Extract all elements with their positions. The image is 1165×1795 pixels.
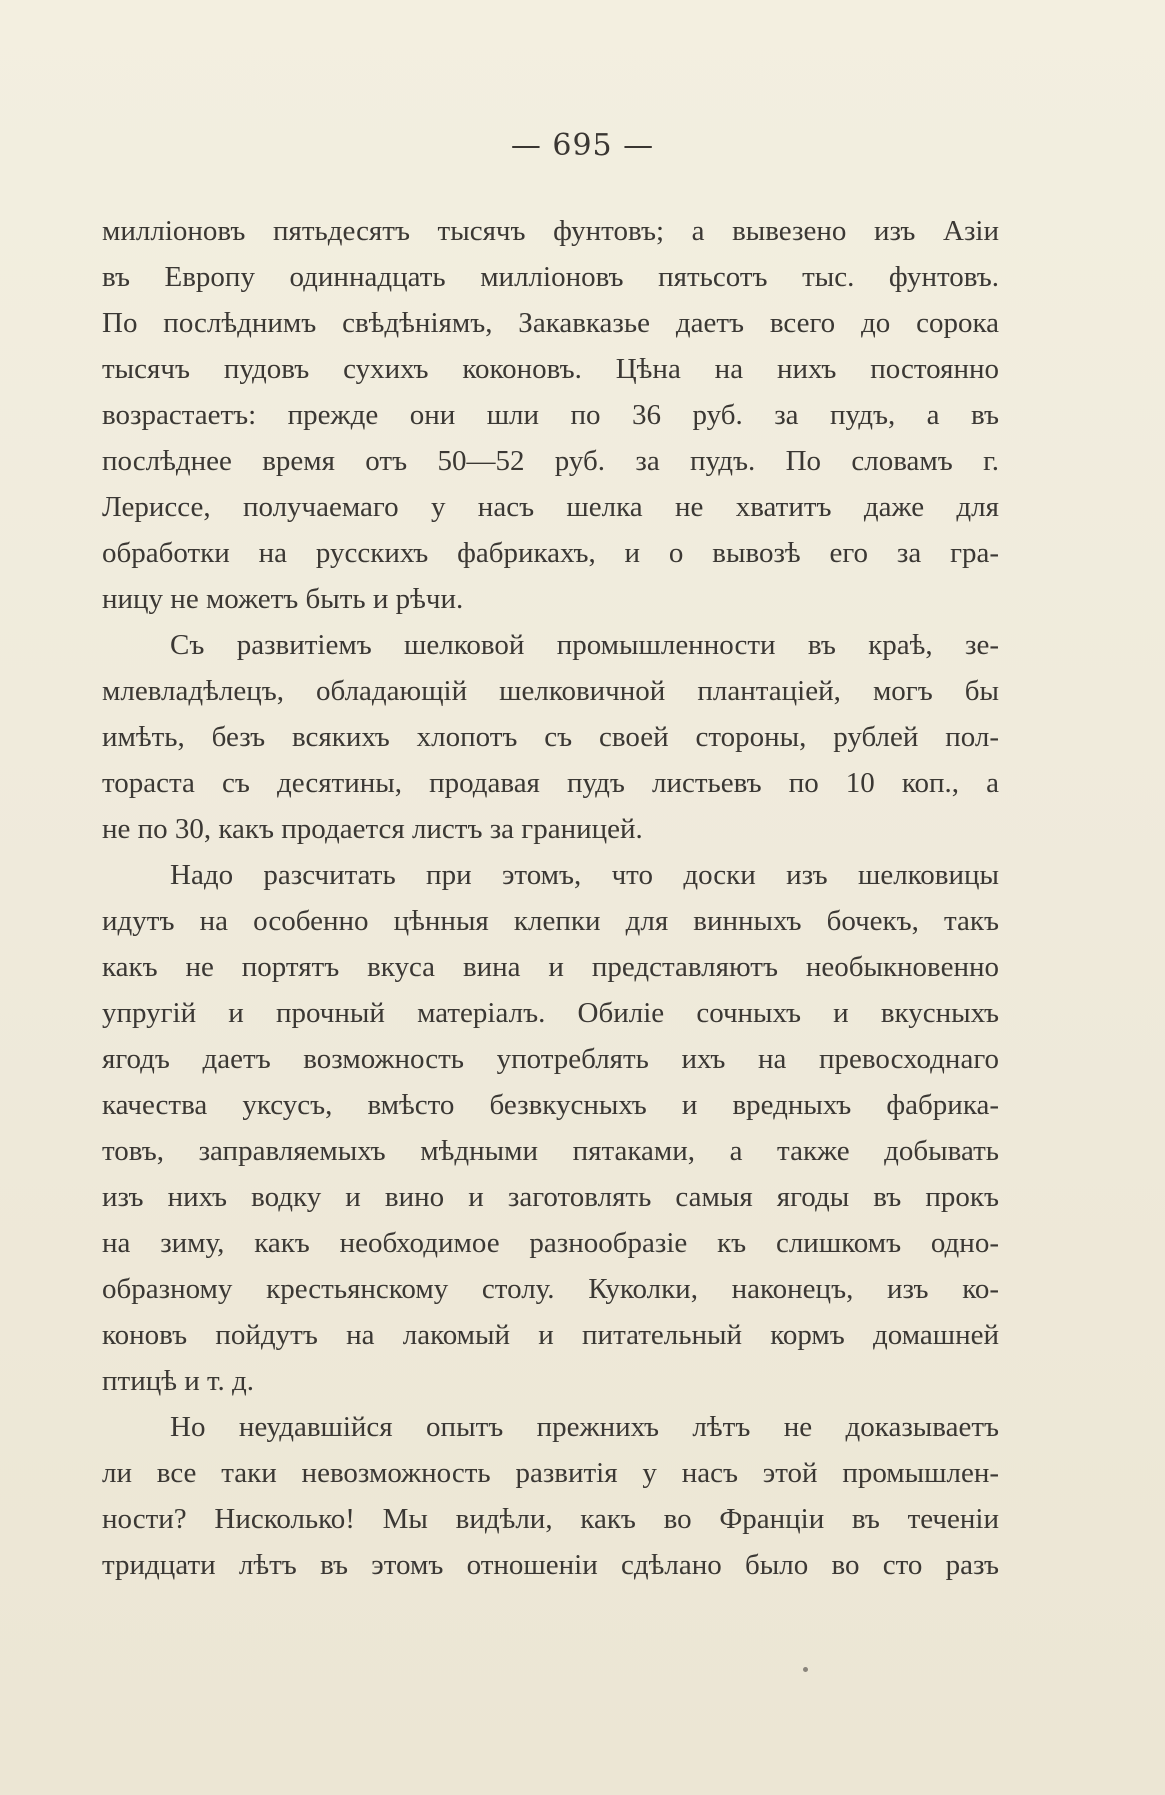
paragraph-end-line: ницу не можетъ быть и рѣчи.	[102, 583, 464, 615]
text-line: ягодъ даетъ возможность употреблять ихъ на превосходнаго	[102, 1043, 999, 1075]
text-line: обработки на русскихъ фабрикахъ, и о вывозѣ его за гра-	[102, 537, 999, 569]
text-line: милліоновъ пятьдесятъ тысячъ фунтовъ; а вывезено изъ Азіи	[102, 215, 999, 247]
text-line: тысячъ пудовъ сухихъ коконовъ. Цѣна на нихъ постоянно	[102, 353, 999, 385]
text-line: образному крестьянскому столу. Куколки, наконецъ, изъ ко-	[102, 1273, 999, 1305]
paragraph-start-line: Но неудавшійся опытъ прежнихъ лѣтъ не доказываетъ	[170, 1411, 999, 1443]
paragraph-end-line: не по 30, какъ продается листъ за границей.	[102, 813, 643, 845]
text-line: ли все таки невозможность развитія у насъ этой промышлен-	[102, 1457, 999, 1489]
text-line: въ Европу одиннадцать милліоновъ пятьсотъ тыс. фунтовъ.	[102, 261, 999, 293]
text-line: тораста съ десятины, продавая пудъ листьевъ по 10 коп., а	[102, 767, 999, 799]
text-line: послѣднее время отъ 50—52 руб. за пудъ. По словамъ г.	[102, 445, 999, 477]
text-line: изъ нихъ водку и вино и заготовлять самыя ягоды въ прокъ	[102, 1181, 999, 1213]
text-line: товъ, заправляемыхъ мѣдными пятаками, а также добывать	[102, 1135, 999, 1167]
text-line: имѣть, безъ всякихъ хлопотъ съ своей стороны, рублей пол-	[102, 721, 999, 753]
text-line: ности? Нисколько! Мы видѣли, какъ во Франціи въ теченіи	[102, 1503, 999, 1535]
text-line: на зиму, какъ необходимое разнообразіе къ слишкомъ одно-	[102, 1227, 999, 1259]
text-line: упругій и прочный матеріалъ. Обиліе сочныхъ и вкусныхъ	[102, 997, 999, 1029]
ink-speck	[803, 1667, 808, 1672]
paragraph-end-line: птицѣ и т. д.	[102, 1365, 254, 1397]
text-line: По послѣднимъ свѣдѣніямъ, Закавказье даетъ всего до сорока	[102, 307, 999, 339]
text-line: возрастаетъ: прежде они шли по 36 руб. за пудъ, а въ	[102, 399, 999, 431]
paragraph-start-line: Надо разсчитать при этомъ, что доски изъ шелковицы	[170, 859, 999, 891]
text-line: идутъ на особенно цѣнныя клепки для винныхъ бочекъ, такъ	[102, 905, 999, 937]
page-number: — 695 —	[510, 128, 655, 163]
text-line: млевладѣлецъ, обладающій шелковичной плантаціей, могъ бы	[102, 675, 999, 707]
text-line: какъ не портятъ вкуса вина и представляютъ необыкновенно	[102, 951, 999, 983]
text-line: тридцати лѣтъ въ этомъ отношеніи сдѣлано было во сто разъ	[102, 1549, 999, 1581]
text-line: Лериссе, получаемаго у насъ шелка не хватитъ даже для	[102, 491, 999, 523]
text-line: качества уксусъ, вмѣсто безвкусныхъ и вредныхъ фабрика-	[102, 1089, 999, 1121]
text-line: коновъ пойдутъ на лакомый и питательный кормъ домашней	[102, 1319, 999, 1351]
body-text	[102, 208, 999, 1588]
paragraph-start-line: Съ развитіемъ шелковой промышленности въ краѣ, зе-	[170, 629, 999, 661]
